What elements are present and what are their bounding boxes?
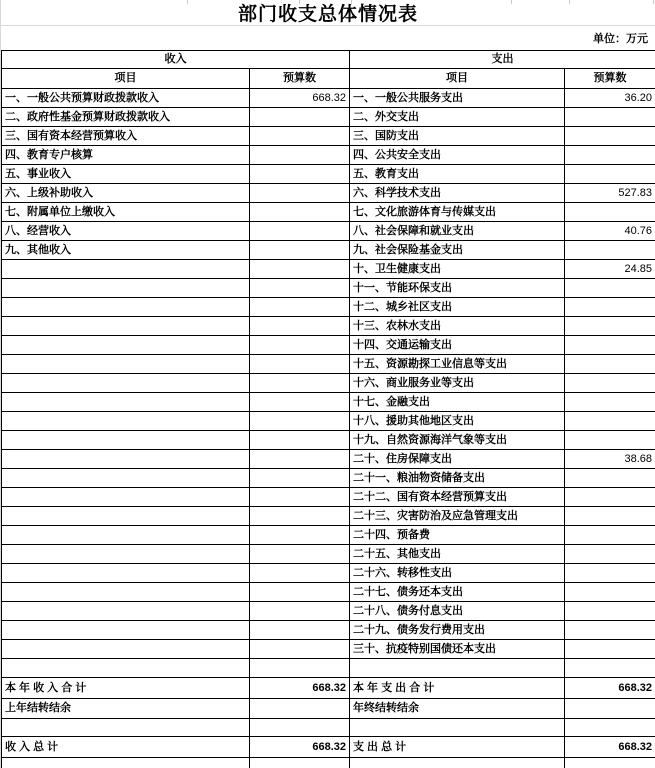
table-row bbox=[2, 412, 655, 431]
income-value-cell[interactable] bbox=[250, 621, 350, 640]
expense-value-cell[interactable] bbox=[565, 412, 655, 431]
income-item-cell[interactable] bbox=[2, 450, 250, 469]
expense-item-cell[interactable]: 八、社会保障和就业支出 bbox=[350, 222, 565, 241]
expense-value-cell[interactable] bbox=[565, 431, 655, 450]
income-item-cell[interactable] bbox=[2, 393, 250, 412]
expense-item-cell[interactable]: 二十四、预备费 bbox=[350, 526, 565, 545]
table-row bbox=[2, 659, 655, 678]
table-row bbox=[2, 526, 655, 545]
expense-value-cell[interactable] bbox=[565, 355, 655, 374]
income-item-cell[interactable] bbox=[2, 488, 250, 507]
table-row bbox=[2, 89, 655, 108]
income-value-cell[interactable] bbox=[250, 526, 350, 545]
expense-value-cell[interactable] bbox=[565, 165, 655, 184]
income-item-cell[interactable] bbox=[2, 719, 250, 737]
table-row bbox=[2, 127, 655, 146]
table-row bbox=[2, 108, 655, 127]
income-value-cell[interactable] bbox=[250, 564, 350, 583]
expense-item-cell[interactable]: 九、社会保险基金支出 bbox=[350, 241, 565, 260]
income-item-cell[interactable] bbox=[2, 431, 250, 450]
income-value-cell[interactable] bbox=[250, 241, 350, 260]
expense-value-cell[interactable] bbox=[565, 108, 655, 127]
income-item-cell[interactable] bbox=[2, 545, 250, 564]
stub-row bbox=[2, 758, 655, 768]
income-item-cell[interactable]: 三、国有资本经营预算收入 bbox=[2, 127, 250, 146]
expense-budget-header[interactable]: 预算数 bbox=[565, 69, 655, 89]
expense-item-cell[interactable]: 七、文化旅游体育与传媒支出 bbox=[350, 203, 565, 222]
sum-row bbox=[2, 678, 655, 699]
expense-value-cell[interactable] bbox=[565, 526, 655, 545]
table-row bbox=[2, 393, 655, 412]
income-item-cell[interactable] bbox=[2, 526, 250, 545]
expense-item-cell[interactable]: 十七、金融支出 bbox=[350, 393, 565, 412]
income-budget-header[interactable]: 预算数 bbox=[250, 69, 350, 89]
income-value-cell[interactable] bbox=[250, 431, 350, 450]
table-row bbox=[2, 450, 655, 469]
income-value-cell[interactable] bbox=[250, 298, 350, 317]
table-row bbox=[2, 488, 655, 507]
expense-item-cell[interactable] bbox=[350, 758, 565, 768]
table-row bbox=[2, 469, 655, 488]
income-value-cell[interactable] bbox=[250, 355, 350, 374]
table-row bbox=[2, 583, 655, 602]
expense-item-cell[interactable]: 十四、交通运输支出 bbox=[350, 336, 565, 355]
income-item-cell[interactable] bbox=[2, 279, 250, 298]
income-value-cell[interactable] bbox=[250, 412, 350, 431]
income-value-cell[interactable]: 668.32 bbox=[250, 89, 350, 108]
expense-item-cell[interactable]: 三十、抗疫特别国债还本支出 bbox=[350, 640, 565, 659]
expense-item-cell[interactable]: 十、卫生健康支出 bbox=[350, 260, 565, 279]
income-value-cell[interactable] bbox=[250, 279, 350, 298]
income-item-cell[interactable] bbox=[2, 659, 250, 678]
expense-item-cell[interactable]: 二十九、债务发行费用支出 bbox=[350, 621, 565, 640]
expense-value-cell[interactable] bbox=[565, 488, 655, 507]
expense-item-cell[interactable]: 一、一般公共服务支出 bbox=[350, 89, 565, 108]
expense-value-cell[interactable] bbox=[565, 564, 655, 583]
table-row bbox=[2, 146, 655, 165]
expense-item-cell[interactable]: 十六、商业服务业等支出 bbox=[350, 374, 565, 393]
table-row bbox=[2, 241, 655, 260]
expense-value-cell[interactable]: 40.76 bbox=[565, 222, 655, 241]
expense-item-cell[interactable]: 十一、节能环保支出 bbox=[350, 279, 565, 298]
income-group-header[interactable]: 收入 bbox=[2, 51, 350, 69]
income-value-cell[interactable] bbox=[250, 450, 350, 469]
page-title: 部门收支总体情况表 bbox=[1, 0, 655, 26]
income-item-cell[interactable]: 二、政府性基金预算财政拨款收入 bbox=[2, 108, 250, 127]
expense-item-cell[interactable]: 二十三、灾害防治及应急管理支出 bbox=[350, 507, 565, 526]
expense-value-cell[interactable] bbox=[565, 699, 655, 719]
group-header-row bbox=[2, 51, 655, 69]
income-value-cell[interactable] bbox=[250, 222, 350, 241]
expense-item-cell[interactable] bbox=[350, 719, 565, 737]
table-row bbox=[2, 431, 655, 450]
expense-item-cell[interactable]: 二十七、债务还本支出 bbox=[350, 583, 565, 602]
income-item-cell[interactable]: 九、其他收入 bbox=[2, 241, 250, 260]
grid-tick bbox=[351, 0, 352, 4]
expense-value-cell[interactable]: 668.32 bbox=[565, 737, 655, 758]
expense-value-cell[interactable] bbox=[565, 507, 655, 526]
income-item-cell[interactable]: 八、经营收入 bbox=[2, 222, 250, 241]
expense-item-cell[interactable]: 六、科学技术支出 bbox=[350, 184, 565, 203]
expense-value-cell[interactable] bbox=[565, 659, 655, 678]
expense-item-cell[interactable]: 十二、城乡社区支出 bbox=[350, 298, 565, 317]
income-item-cell[interactable] bbox=[2, 374, 250, 393]
income-value-cell[interactable] bbox=[250, 336, 350, 355]
income-value-cell[interactable] bbox=[250, 583, 350, 602]
expense-value-cell[interactable]: 24.85 bbox=[565, 260, 655, 279]
expense-value-cell[interactable]: 527.83 bbox=[565, 184, 655, 203]
table-row bbox=[2, 336, 655, 355]
income-item-cell[interactable] bbox=[2, 564, 250, 583]
table-row bbox=[2, 507, 655, 526]
table-row bbox=[2, 298, 655, 317]
expense-value-cell[interactable]: 38.68 bbox=[565, 450, 655, 469]
income-value-cell[interactable] bbox=[250, 203, 350, 222]
expense-item-cell[interactable]: 十五、资源勘探工业信息等支出 bbox=[350, 355, 565, 374]
grid-tick bbox=[569, 0, 570, 4]
income-item-cell[interactable]: 七、附属单位上缴收入 bbox=[2, 203, 250, 222]
expense-item-cell[interactable]: 十八、援助其他地区支出 bbox=[350, 412, 565, 431]
carry-row bbox=[2, 699, 655, 719]
expense-value-cell[interactable] bbox=[565, 127, 655, 146]
income-item-cell[interactable] bbox=[2, 355, 250, 374]
budget-table bbox=[1, 50, 655, 768]
expense-item-cell[interactable]: 十九、自然资源海洋气象等支出 bbox=[350, 431, 565, 450]
income-value-cell[interactable] bbox=[250, 127, 350, 146]
income-value-cell[interactable] bbox=[250, 393, 350, 412]
expense-value-cell[interactable] bbox=[565, 241, 655, 260]
income-value-cell[interactable] bbox=[250, 602, 350, 621]
expense-value-cell[interactable] bbox=[565, 719, 655, 737]
table-row bbox=[2, 203, 655, 222]
expense-value-cell[interactable] bbox=[565, 298, 655, 317]
income-value-cell[interactable] bbox=[250, 640, 350, 659]
expense-value-cell[interactable] bbox=[565, 621, 655, 640]
table-row bbox=[2, 165, 655, 184]
income-item-cell[interactable] bbox=[2, 602, 250, 621]
grid-tick bbox=[511, 0, 512, 4]
income-value-cell[interactable] bbox=[250, 165, 350, 184]
income-item-cell[interactable]: 六、上级补助收入 bbox=[2, 184, 250, 203]
income-value-cell[interactable] bbox=[250, 659, 350, 678]
income-value-cell[interactable] bbox=[250, 545, 350, 564]
expense-value-cell[interactable] bbox=[565, 393, 655, 412]
income-value-cell[interactable] bbox=[250, 699, 350, 719]
income-value-cell[interactable] bbox=[250, 108, 350, 127]
expense-value-cell[interactable]: 36.20 bbox=[565, 89, 655, 108]
income-value-cell[interactable] bbox=[250, 260, 350, 279]
expense-value-cell[interactable] bbox=[565, 583, 655, 602]
income-item-cell[interactable] bbox=[2, 758, 250, 768]
expense-item-header[interactable]: 项目 bbox=[350, 69, 565, 89]
expense-item-cell[interactable]: 三、国防支出 bbox=[350, 127, 565, 146]
income-item-cell[interactable] bbox=[2, 583, 250, 602]
expense-item-cell[interactable]: 二十八、债务付息支出 bbox=[350, 602, 565, 621]
income-item-cell[interactable]: 上年结转结余 bbox=[2, 699, 250, 719]
expense-item-cell[interactable]: 支 出 总 计 bbox=[350, 737, 565, 758]
grid-tick bbox=[187, 0, 188, 4]
table-row bbox=[2, 260, 655, 279]
expense-item-cell[interactable]: 本 年 支 出 合 计 bbox=[350, 678, 565, 699]
table-row bbox=[2, 317, 655, 336]
table-row bbox=[2, 355, 655, 374]
expense-value-cell[interactable] bbox=[565, 279, 655, 298]
income-item-cell[interactable] bbox=[2, 412, 250, 431]
income-item-cell[interactable] bbox=[2, 317, 250, 336]
table-row bbox=[2, 184, 655, 203]
income-value-cell[interactable] bbox=[250, 184, 350, 203]
table-row bbox=[2, 621, 655, 640]
unit-label: 单位：万元 bbox=[593, 33, 648, 45]
table-row bbox=[2, 564, 655, 583]
expense-value-cell[interactable] bbox=[565, 374, 655, 393]
table-row bbox=[2, 545, 655, 564]
expense-value-cell[interactable] bbox=[565, 203, 655, 222]
expense-item-cell[interactable] bbox=[350, 659, 565, 678]
income-value-cell[interactable] bbox=[250, 719, 350, 737]
expense-value-cell[interactable] bbox=[565, 317, 655, 336]
income-item-cell[interactable] bbox=[2, 621, 250, 640]
income-value-cell[interactable] bbox=[250, 374, 350, 393]
income-item-header[interactable]: 项目 bbox=[2, 69, 250, 89]
expense-value-cell[interactable]: 668.32 bbox=[565, 678, 655, 699]
blank-row bbox=[2, 719, 655, 737]
expense-item-cell[interactable]: 二十五、其他支出 bbox=[350, 545, 565, 564]
expense-value-cell[interactable] bbox=[565, 602, 655, 621]
income-value-cell[interactable] bbox=[250, 469, 350, 488]
table-row bbox=[2, 222, 655, 241]
income-value-cell[interactable]: 668.32 bbox=[250, 678, 350, 699]
income-item-cell[interactable]: 本 年 收 入 合 计 bbox=[2, 678, 250, 699]
income-item-cell[interactable] bbox=[2, 260, 250, 279]
income-value-cell[interactable] bbox=[250, 507, 350, 526]
expense-value-cell[interactable] bbox=[565, 336, 655, 355]
income-value-cell[interactable] bbox=[250, 146, 350, 165]
column-header-row bbox=[2, 69, 655, 89]
table-row bbox=[2, 640, 655, 659]
grid-tick bbox=[299, 0, 300, 4]
expense-item-cell[interactable]: 二、外交支出 bbox=[350, 108, 565, 127]
income-item-cell[interactable]: 四、教育专户核算 bbox=[2, 146, 250, 165]
table-row bbox=[2, 279, 655, 298]
expense-value-cell[interactable] bbox=[565, 640, 655, 659]
expense-group-header[interactable]: 支出 bbox=[350, 51, 655, 69]
income-value-cell[interactable] bbox=[250, 758, 350, 768]
income-item-cell[interactable] bbox=[2, 336, 250, 355]
expense-item-cell[interactable]: 二十一、粮油物资储备支出 bbox=[350, 469, 565, 488]
expense-item-cell[interactable]: 二十六、转移性支出 bbox=[350, 564, 565, 583]
expense-item-cell[interactable]: 十三、农林水支出 bbox=[350, 317, 565, 336]
expense-item-cell[interactable]: 五、教育支出 bbox=[350, 165, 565, 184]
expense-item-cell[interactable]: 二十、住房保障支出 bbox=[350, 450, 565, 469]
expense-value-cell[interactable] bbox=[565, 469, 655, 488]
income-item-cell[interactable] bbox=[2, 298, 250, 317]
table-body bbox=[2, 89, 655, 768]
income-item-cell[interactable]: 一、一般公共预算财政拨款收入 bbox=[2, 89, 250, 108]
table-row bbox=[2, 374, 655, 393]
income-value-cell[interactable] bbox=[250, 317, 350, 336]
table-row bbox=[2, 602, 655, 621]
expense-item-cell[interactable]: 二十二、国有资本经营预算支出 bbox=[350, 488, 565, 507]
total-row bbox=[2, 737, 655, 758]
income-item-cell[interactable]: 收 入 总 计 bbox=[2, 737, 250, 758]
income-value-cell[interactable]: 668.32 bbox=[250, 737, 350, 758]
income-item-cell[interactable] bbox=[2, 469, 250, 488]
grid-tick bbox=[653, 0, 654, 4]
expense-item-cell[interactable]: 四、公共安全支出 bbox=[350, 146, 565, 165]
income-value-cell[interactable] bbox=[250, 488, 350, 507]
income-item-cell[interactable]: 五、事业收入 bbox=[2, 165, 250, 184]
expense-item-cell[interactable]: 年终结转结余 bbox=[350, 699, 565, 719]
expense-value-cell[interactable] bbox=[565, 146, 655, 165]
income-item-cell[interactable] bbox=[2, 507, 250, 526]
expense-value-cell[interactable] bbox=[565, 758, 655, 768]
income-item-cell[interactable] bbox=[2, 640, 250, 659]
expense-value-cell[interactable] bbox=[565, 545, 655, 564]
